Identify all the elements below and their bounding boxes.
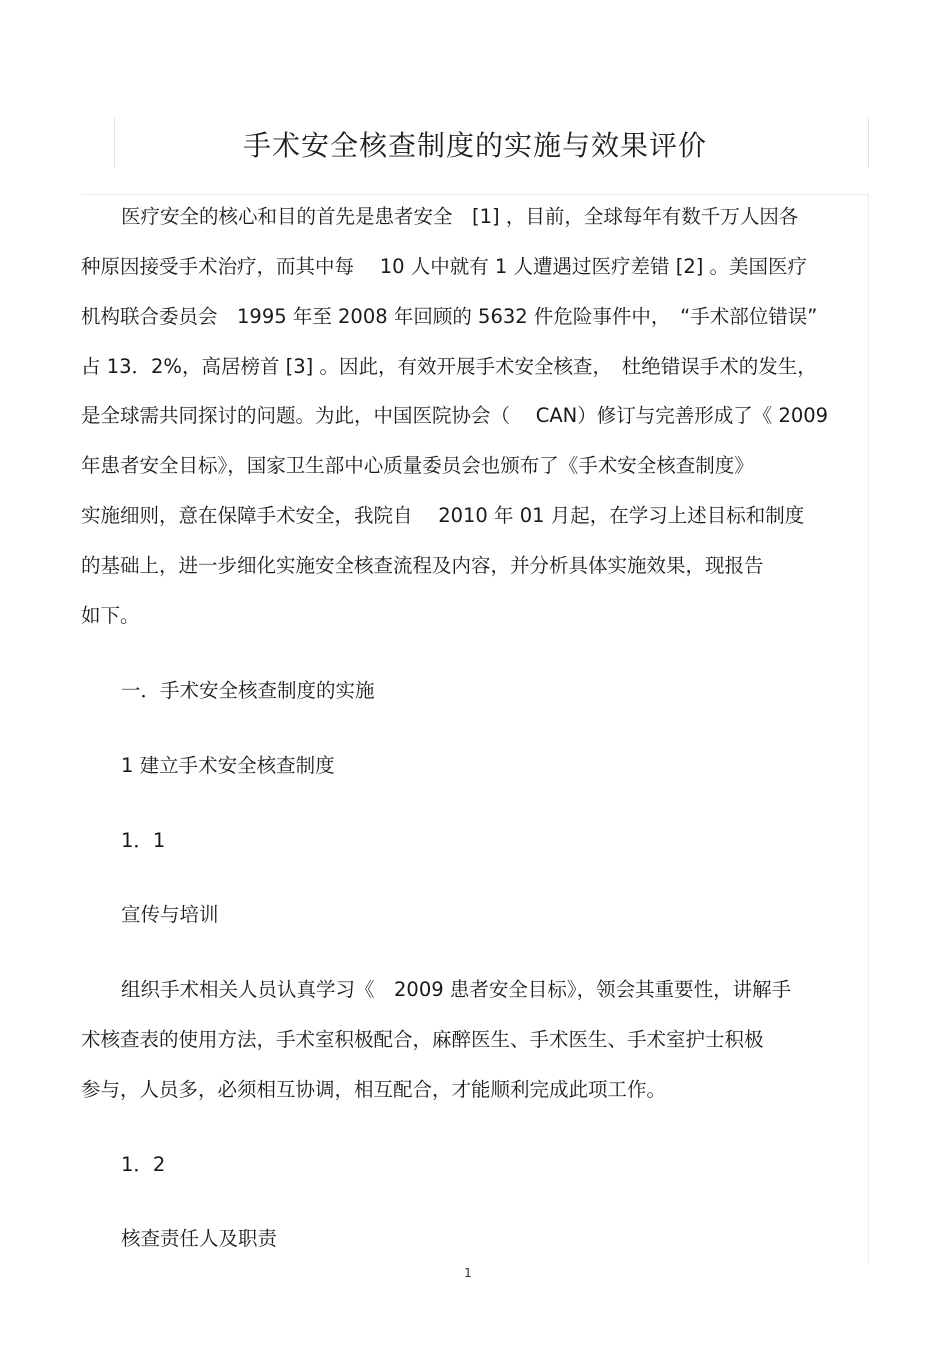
body-right-rule — [868, 194, 869, 1262]
intro-line: 占 13．2%，高居榜首 [3] 。因此，有效开展手术安全核查， 杜绝错误手术的发生， — [81, 355, 817, 378]
item-title: 核查责任人及职责 — [121, 1227, 278, 1250]
document-title: 手术安全核查制度的实施与效果评价 — [242, 129, 707, 162]
item-title: 宣传与培训 — [121, 903, 219, 926]
page-number: 1 — [464, 1266, 472, 1280]
intro-line: 实施细则，意在保障手术安全，我院自 2010 年 01 月起，在学习上述目标和制度 — [81, 504, 805, 527]
body-top-rule — [81, 194, 869, 195]
item-paragraph-line: 参与，人员多，必须相互协调，相互配合，才能顺利完成此项工作。 — [81, 1078, 667, 1101]
intro-line: 机构联合委员会 1995 年至 2008 年回顾的 5632 件危险事件中， “手术部位错误” — [81, 305, 818, 328]
item-number: 1．2 — [121, 1153, 166, 1176]
intro-line: 如下。 — [81, 604, 140, 627]
intro-line: 是全球需共同探讨的问题。为此，中国医院协会（ CAN）修订与完善形成了《 2009 — [81, 404, 829, 427]
item-paragraph-line: 术核查表的使用方法，手术室积极配合，麻醉医生、手术医生、手术室护士积极 — [81, 1028, 764, 1051]
intro-line: 的基础上，进一步细化实施安全核查流程及内容，并分析具体实施效果，现报告 — [81, 554, 764, 577]
intro-line: 医疗安全的核心和目的首先是患者安全 [1] ，目前，全球每年有数千万人因各 — [121, 205, 799, 228]
item-number: 1．1 — [121, 829, 166, 852]
section-heading: 一．手术安全核查制度的实施 — [121, 679, 375, 702]
subsection-heading: 1 建立手术安全核查制度 — [121, 754, 335, 777]
intro-line: 年患者安全目标》，国家卫生部中心质量委员会也颁布了《手术安全核查制度》 — [81, 454, 754, 477]
item-paragraph-line: 组织手术相关人员认真学习《 2009 患者安全目标》，领会其重要性，讲解手 — [121, 978, 792, 1001]
intro-line: 种原因接受手术治疗，而其中每 10 人中就有 1 人遭遇过医疗差错 [2] 。美国医疗 — [81, 255, 808, 278]
